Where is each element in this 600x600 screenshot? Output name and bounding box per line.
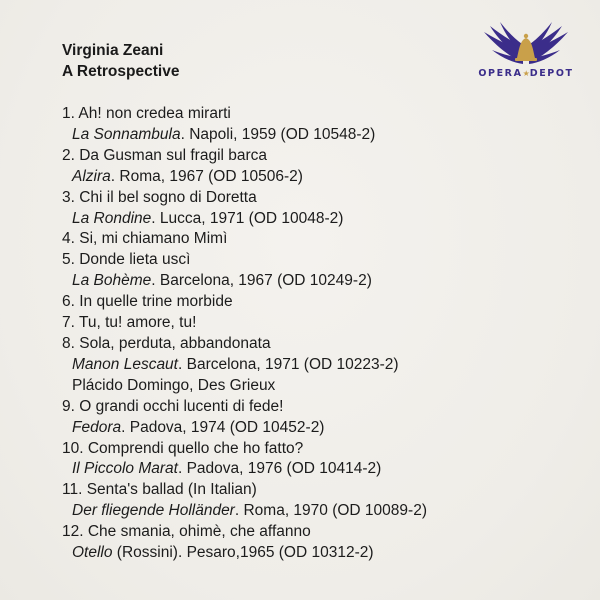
- track-list: [62, 104, 532, 564]
- track-item: [62, 146, 532, 188]
- track-item: [62, 439, 532, 481]
- opera-name: La Sonnambula: [72, 125, 181, 143]
- track-title: 4. Si, mi chiamano Mimì: [62, 230, 228, 248]
- track-item: [62, 292, 532, 313]
- track-item: [62, 334, 532, 397]
- track-title: 1. Ah! non credea mirarti: [62, 105, 231, 122]
- opera-name: Fedora: [72, 418, 122, 436]
- opera-name: La Bohème: [72, 272, 152, 290]
- track-title: 10. Comprendi quello che ho fatto?: [62, 439, 304, 457]
- opera-name: Der fliegende Holländer: [72, 502, 235, 520]
- track-title: 11. Senta's ballad (In Italian): [62, 481, 257, 499]
- track-detail: [62, 376, 532, 397]
- opera-name: La Rondine: [72, 209, 152, 227]
- opera-name: Manon Lescaut: [72, 355, 178, 373]
- star-icon: ★: [522, 69, 530, 78]
- artist-name: Virginia Zeani: [62, 42, 164, 59]
- track-item: [62, 188, 532, 230]
- track-item: [62, 313, 532, 334]
- track-detail: [62, 418, 532, 439]
- recording-info: . Roma, 1970 (OD 10089-2): [234, 502, 427, 520]
- track-title: 9. O grandi occhi lucenti di fede!: [62, 397, 284, 415]
- track-detail: [62, 355, 532, 376]
- recording-info: . Padova, 1976 (OD 10414-2): [177, 460, 382, 478]
- recording-info: Plácido Domingo, Des Grieux: [72, 376, 276, 394]
- opera-depot-logo: [478, 18, 574, 98]
- recording-info: . Barcelona, 1967 (OD 10249-2): [151, 272, 372, 290]
- track-item: [62, 229, 532, 250]
- opera-name: Alzira: [72, 167, 111, 185]
- recording-info: . Barcelona, 1971 (OD 10223-2): [178, 355, 399, 373]
- track-title: 8. Sola, perduta, abbandonata: [62, 334, 271, 352]
- recording-info: . Padova, 1974 (OD 10452-2): [121, 418, 325, 436]
- track-detail: [62, 125, 532, 146]
- track-item: [62, 522, 532, 564]
- track-detail: [62, 543, 532, 564]
- opera-name: Il Piccolo Marat: [72, 460, 178, 478]
- logo-wordmark: OPERA★DEPOT: [478, 68, 574, 79]
- recording-info: . Roma, 1967 (OD 10506-2): [110, 167, 303, 185]
- winged-bell-icon: [478, 18, 574, 70]
- track-detail: [62, 459, 532, 480]
- track-detail: [62, 501, 532, 522]
- track-item: [62, 250, 532, 292]
- album-title: A Retrospective: [62, 63, 180, 80]
- track-detail: [62, 209, 532, 230]
- track-title: 12. Che smania, ohimè, che affanno: [62, 523, 311, 541]
- recording-info: . Napoli, 1959 (OD 10548-2): [180, 125, 376, 143]
- track-detail: [62, 167, 532, 188]
- track-detail: [62, 271, 532, 292]
- recording-info: . Lucca, 1971 (OD 10048-2): [151, 209, 344, 227]
- track-item: [62, 480, 532, 522]
- album-header: [62, 40, 179, 82]
- track-item: [62, 397, 532, 439]
- track-title: 5. Donde lieta uscì: [62, 251, 191, 269]
- track-title: 7. Tu, tu! amore, tu!: [62, 314, 197, 332]
- track-item: [62, 104, 532, 146]
- recording-info: (Rossini). Pesaro,1965 (OD 10312-2): [112, 544, 374, 562]
- track-title: 3. Chi il bel sogno di Doretta: [62, 188, 257, 206]
- track-title: 2. Da Gusman sul fragil barca: [62, 146, 268, 164]
- track-title: 6. In quelle trine morbide: [62, 293, 233, 311]
- opera-name: Otello: [72, 544, 113, 562]
